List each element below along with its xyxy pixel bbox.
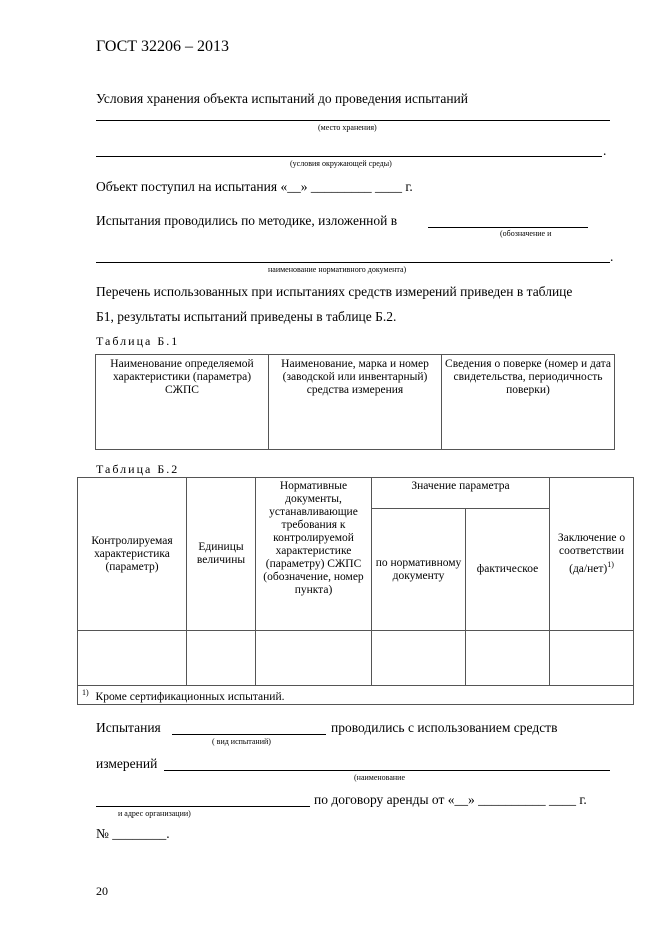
tests-text-2: измерений [96, 756, 158, 771]
table2-row-cell [78, 631, 187, 686]
page-header: ГОСТ 32206 – 2013 [96, 38, 230, 55]
storage-place-caption: (место хранения) [318, 123, 377, 132]
table2-row-cell [466, 631, 550, 686]
table2-col-conclusion-text: Заключение о соответствии (да/нет) [557, 532, 626, 575]
method-period: . [610, 249, 614, 264]
table2-col-documents: Нормативные документы, устанавливающие требования к контролируемой характеристике (параметру) СЖПС (обозначение, номер пункта) [256, 478, 372, 631]
table1-header-1: Наименование определяемой характеристики (параметра) СЖПС [96, 355, 269, 450]
method-name-line [96, 262, 610, 263]
intro-line-2: Б1, результаты испытаний приведены в таблице Б.2. [96, 309, 397, 324]
table2-sub-normative: по нормативному документу [372, 509, 466, 631]
table2-col-conclusion-note: 1) [607, 560, 614, 570]
arrival-text: Объект поступил на испытания «__» _________ ____ г. [96, 179, 413, 194]
storage-text: Условия хранения объекта испытаний до проведения испытаний [96, 91, 468, 106]
tests-addr-caption: и адрес организации) [118, 809, 191, 818]
intro-line-1: Перечень использованных при испытаниях средств измерений приведен в таблице [96, 284, 573, 299]
tests-text-1-after: проводились с использованием средств [331, 720, 558, 735]
method-caption-2: наименование нормативного документа) [268, 265, 407, 274]
method-text: Испытания проводились по методике, изложенной в [96, 213, 398, 228]
tests-text-1: Испытания [96, 720, 161, 735]
table2-row-cell [372, 631, 466, 686]
table2-col-conclusion [550, 478, 634, 631]
storage-place-line [96, 120, 610, 121]
table1-header-3: Сведения о поверке (номер и дата свидетельства, периодичность поверки) [442, 355, 615, 450]
tests-rent: по договору аренды от «__» __________ ____ г. [314, 792, 587, 807]
storage-env-period: . [603, 143, 607, 158]
tests-type-line [172, 734, 326, 735]
table2-footnote-row [78, 686, 634, 705]
table-b2 [77, 477, 634, 705]
tests-org-line [164, 770, 610, 771]
tests-type-caption: ( вид испытаний) [212, 737, 271, 746]
table2-row-cell [256, 631, 372, 686]
tests-addr-line [96, 806, 310, 807]
table1-caption: Таблица Б.1 [96, 334, 180, 348]
page-number: 20 [96, 884, 108, 898]
tests-number: № ________. [96, 826, 170, 841]
storage-env-caption: (условия окружающей среды) [290, 159, 392, 168]
method-doc-line [428, 227, 588, 228]
table2-sub-actual: фактическое [466, 509, 550, 631]
table2-footnote-text: Кроме сертификационных испытаний. [95, 690, 285, 703]
table2-col-units: Единицы величины [187, 478, 256, 631]
table2-col-characteristic: Контролируемая характеристика (параметр) [78, 478, 187, 631]
storage-env-line [96, 156, 602, 157]
table-b1 [95, 354, 615, 450]
table2-footnote-mark: 1) [82, 688, 89, 697]
table2-group-value: Значение параметра [372, 478, 550, 509]
method-caption-1: (обозначение и [500, 229, 552, 238]
table2-row-cell [187, 631, 256, 686]
tests-name-caption: (наименование [354, 773, 406, 782]
table2-row-cell [550, 631, 634, 686]
table2-caption: Таблица Б.2 [96, 462, 180, 476]
table1-header-2: Наименование, марка и номер (заводской или инвентарный) средства измерения [269, 355, 442, 450]
